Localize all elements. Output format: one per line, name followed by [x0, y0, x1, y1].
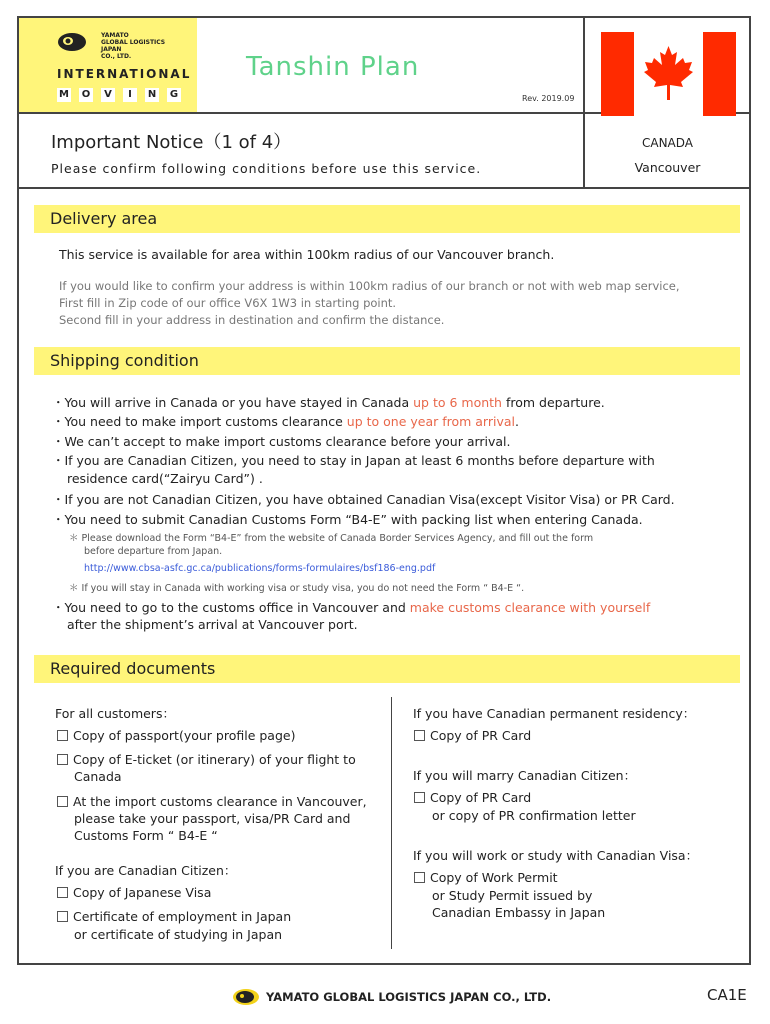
brand-logo-panel: [19, 18, 197, 112]
condition-item: [52, 598, 650, 616]
checkbox[interactable]: [57, 911, 68, 922]
visa-note: ＊ If you will stay in Canada with working visa or study visa, you do not need the Form “ B4-E “.: [69, 583, 525, 594]
document-label-continued: Customs Form “ B4-E “: [74, 828, 218, 843]
condition-item-continued: after the shipment’s arrival at Vancouver port.: [67, 617, 358, 632]
notice-divider: [19, 187, 750, 189]
document-label-continued: or certificate of studying in Japan: [74, 927, 283, 942]
country-label: CANADA: [641, 136, 693, 150]
checkbox[interactable]: [57, 796, 68, 807]
document-label: Certificate of employment in Japan: [73, 909, 292, 924]
document-label: Copy of Work Permit: [430, 870, 558, 885]
moving-letter: N: [145, 88, 159, 102]
company-name-small: YAMATO GLOBAL LOGISTICS JAPAN CO., LTD.: [101, 32, 166, 60]
document-label-continued: or Study Permit issued by: [432, 888, 593, 903]
moving-label: [57, 88, 181, 102]
column-divider: [391, 697, 392, 949]
checkbox[interactable]: [414, 730, 425, 741]
condition-item: ・You need to submit Canadian Customs Form “B4-E” with packing list when entering Canada.: [52, 512, 643, 527]
condition-item-continued: residence card(“Zairyu Card”) .: [67, 471, 263, 486]
condition-item: ・We can’t accept to make import customs clearance before your arrival.: [52, 434, 511, 449]
document-label-continued: or copy of PR confirmation letter: [432, 808, 636, 823]
document-checkbox-item[interactable]: [414, 728, 531, 743]
section-heading: Delivery area: [50, 209, 158, 228]
moving-letter: V: [101, 88, 115, 102]
document-label: Copy of PR Card: [430, 728, 532, 743]
checkbox[interactable]: [414, 792, 425, 803]
section-heading: Required documents: [50, 659, 216, 678]
moving-letter: O: [79, 88, 93, 102]
moving-letter: M: [57, 88, 71, 102]
section-required-documents: [34, 655, 740, 683]
delivery-note: First fill in Zip code of our office V6X 1W3 in starting point.: [59, 296, 397, 310]
condition-item: [52, 412, 519, 430]
document-label-continued: Canadian Embassy in Japan: [432, 905, 606, 920]
document-checkbox-item[interactable]: [57, 728, 295, 743]
condition-item: ・If you are Canadian Citizen, you need to stay in Japan at least 6 months before departure with: [52, 453, 655, 468]
document-label: Copy of passport(your profile page): [73, 728, 296, 743]
form-note: ＊ Please download the Form “B4-E” from the website of Canada Border Services Agency, and fill out the form: [69, 533, 594, 544]
document-label-continued: Canada: [74, 769, 122, 784]
checkbox[interactable]: [414, 872, 425, 883]
document-label-continued: please take your passport, visa/PR Card and: [74, 811, 351, 826]
condition-text: ・You need to go to the customs office in Vancouver and: [52, 600, 410, 615]
condition-highlight: up to one year from arrival: [346, 414, 515, 429]
group-heading-work-study-visa: If you will work or study with Canadian Visa：: [413, 848, 699, 863]
document-checkbox-item[interactable]: [57, 752, 356, 767]
plan-title: Tanshin Plan: [246, 52, 420, 82]
revision-label: Rev. 2019.09: [522, 94, 575, 103]
notice-subtitle: Please confirm following conditions before use this service.: [51, 161, 482, 176]
international-label: INTERNATIONAL: [57, 67, 192, 81]
group-heading-permanent-residency: If you have Canadian permanent residency：: [413, 706, 696, 721]
document-checkbox-item[interactable]: [57, 909, 291, 924]
document-checkbox-item[interactable]: [414, 790, 531, 805]
document-checkbox-item[interactable]: [57, 885, 211, 900]
black-cat-logo-icon: [232, 988, 260, 1006]
section-delivery-area: [34, 205, 740, 233]
form-note-continued: before departure from Japan.: [84, 546, 223, 557]
delivery-note: If you would like to confirm your address is within 100km radius of our branch or not with web map service,: [59, 279, 680, 293]
checkbox[interactable]: [57, 887, 68, 898]
document-code: CA1E: [707, 986, 747, 1004]
document-label: At the import customs clearance in Vancouver,: [73, 794, 367, 809]
section-shipping-condition: [34, 347, 740, 375]
condition-highlight: make customs clearance with yourself: [409, 600, 651, 615]
document-label: Copy of Japanese Visa: [73, 885, 212, 900]
group-heading-all-customers: For all customers：: [55, 706, 175, 721]
section-heading: Shipping condition: [50, 351, 199, 370]
condition-item: ・If you are not Canadian Citizen, you have obtained Canadian Visa(except Visitor Visa) or PR Card.: [52, 492, 675, 507]
canada-flag-icon: [601, 32, 736, 116]
delivery-note: Second fill in your address in destination and confirm the distance.: [59, 313, 445, 327]
condition-text: ・You will arrive in Canada or you have stayed in Canada: [52, 395, 414, 410]
notice-title: Important Notice（1 of 4）: [51, 132, 292, 153]
condition-text: ・You need to make import customs clearance: [52, 414, 347, 429]
city-label: Vancouver: [634, 160, 701, 175]
condition-item: [52, 393, 605, 411]
delivery-text: This service is available for area within 100km radius of our Vancouver branch.: [59, 247, 555, 262]
group-heading-canadian-citizen: If you are Canadian Citizen：: [55, 863, 237, 878]
moving-letter: G: [167, 88, 181, 102]
b4e-form-link[interactable]: http://www.cbsa-asfc.gc.ca/publications/forms-formulaires/bsf186-eng.pdf: [84, 563, 436, 574]
footer-company-name: YAMATO GLOBAL LOGISTICS JAPAN CO., LTD.: [266, 990, 552, 1004]
document-label: Copy of PR Card: [430, 790, 532, 805]
condition-text: .: [515, 414, 519, 429]
condition-text: from departure.: [501, 395, 605, 410]
document-checkbox-item[interactable]: [57, 794, 367, 809]
document-checkbox-item[interactable]: [414, 870, 558, 885]
document-label: Copy of E-ticket (or itinerary) of your flight to: [73, 752, 356, 767]
moving-letter: I: [123, 88, 137, 102]
black-cat-logo-icon: [57, 32, 87, 52]
checkbox[interactable]: [57, 754, 68, 765]
checkbox[interactable]: [57, 730, 68, 741]
condition-highlight: up to 6 month: [413, 395, 502, 410]
group-heading-marry-citizen: If you will marry Canadian Citizen：: [413, 768, 637, 783]
